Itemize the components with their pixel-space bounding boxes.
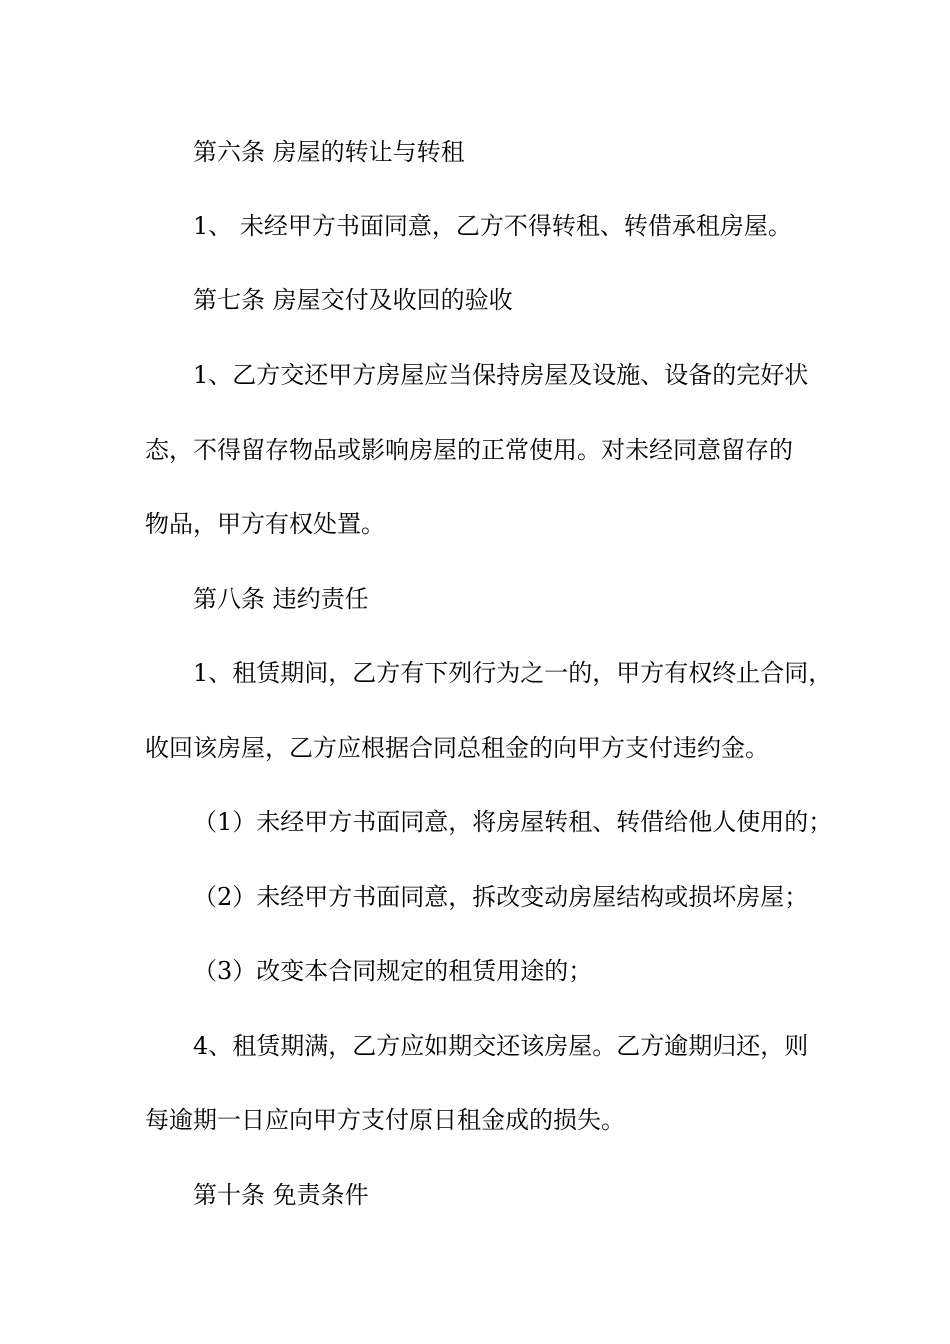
article-7-heading: 第七条 房屋交付及收回的验收	[193, 286, 513, 314]
article-7-clause-1-line-2: 态，不得留存物品或影响房屋的正常使用。对未经同意留存的	[145, 436, 793, 464]
article-10-heading: 第十条 免责条件	[193, 1181, 369, 1209]
article-8-clause-1-line-2: 收回该房屋，乙方应根据合同总租金的向甲方支付违约金。	[145, 734, 769, 762]
article-8-item-1: （1）未经甲方书面同意，将房屋转租、转借给他人使用的；	[193, 808, 833, 836]
article-7-clause-1-line-1: 1、乙方交还甲方房屋应当保持房屋及设施、设备的完好状	[193, 361, 809, 389]
article-6-heading: 第六条 房屋的转让与转租	[193, 138, 465, 166]
article-8-clause-4-line-1: 4、租赁期满，乙方应如期交还该房屋。乙方逾期归还，则	[193, 1032, 809, 1060]
article-6-clause-1: 1、 未经甲方书面同意，乙方不得转租、转借承租房屋。	[193, 212, 792, 240]
article-8-heading: 第八条 违约责任	[193, 585, 369, 613]
article-8-item-2: （2）未经甲方书面同意，拆改变动房屋结构或损坏房屋；	[193, 883, 809, 911]
article-8-clause-1-line-1: 1、租赁期间，乙方有下列行为之一的，甲方有权终止合同，	[193, 659, 833, 687]
article-8-clause-4-line-2: 每逾期一日应向甲方支付原日租金成的损失。	[145, 1106, 625, 1134]
article-8-item-3: （3）改变本合同规定的租赁用途的；	[193, 957, 593, 985]
article-7-clause-1-line-3: 物品，甲方有权处置。	[145, 510, 385, 538]
